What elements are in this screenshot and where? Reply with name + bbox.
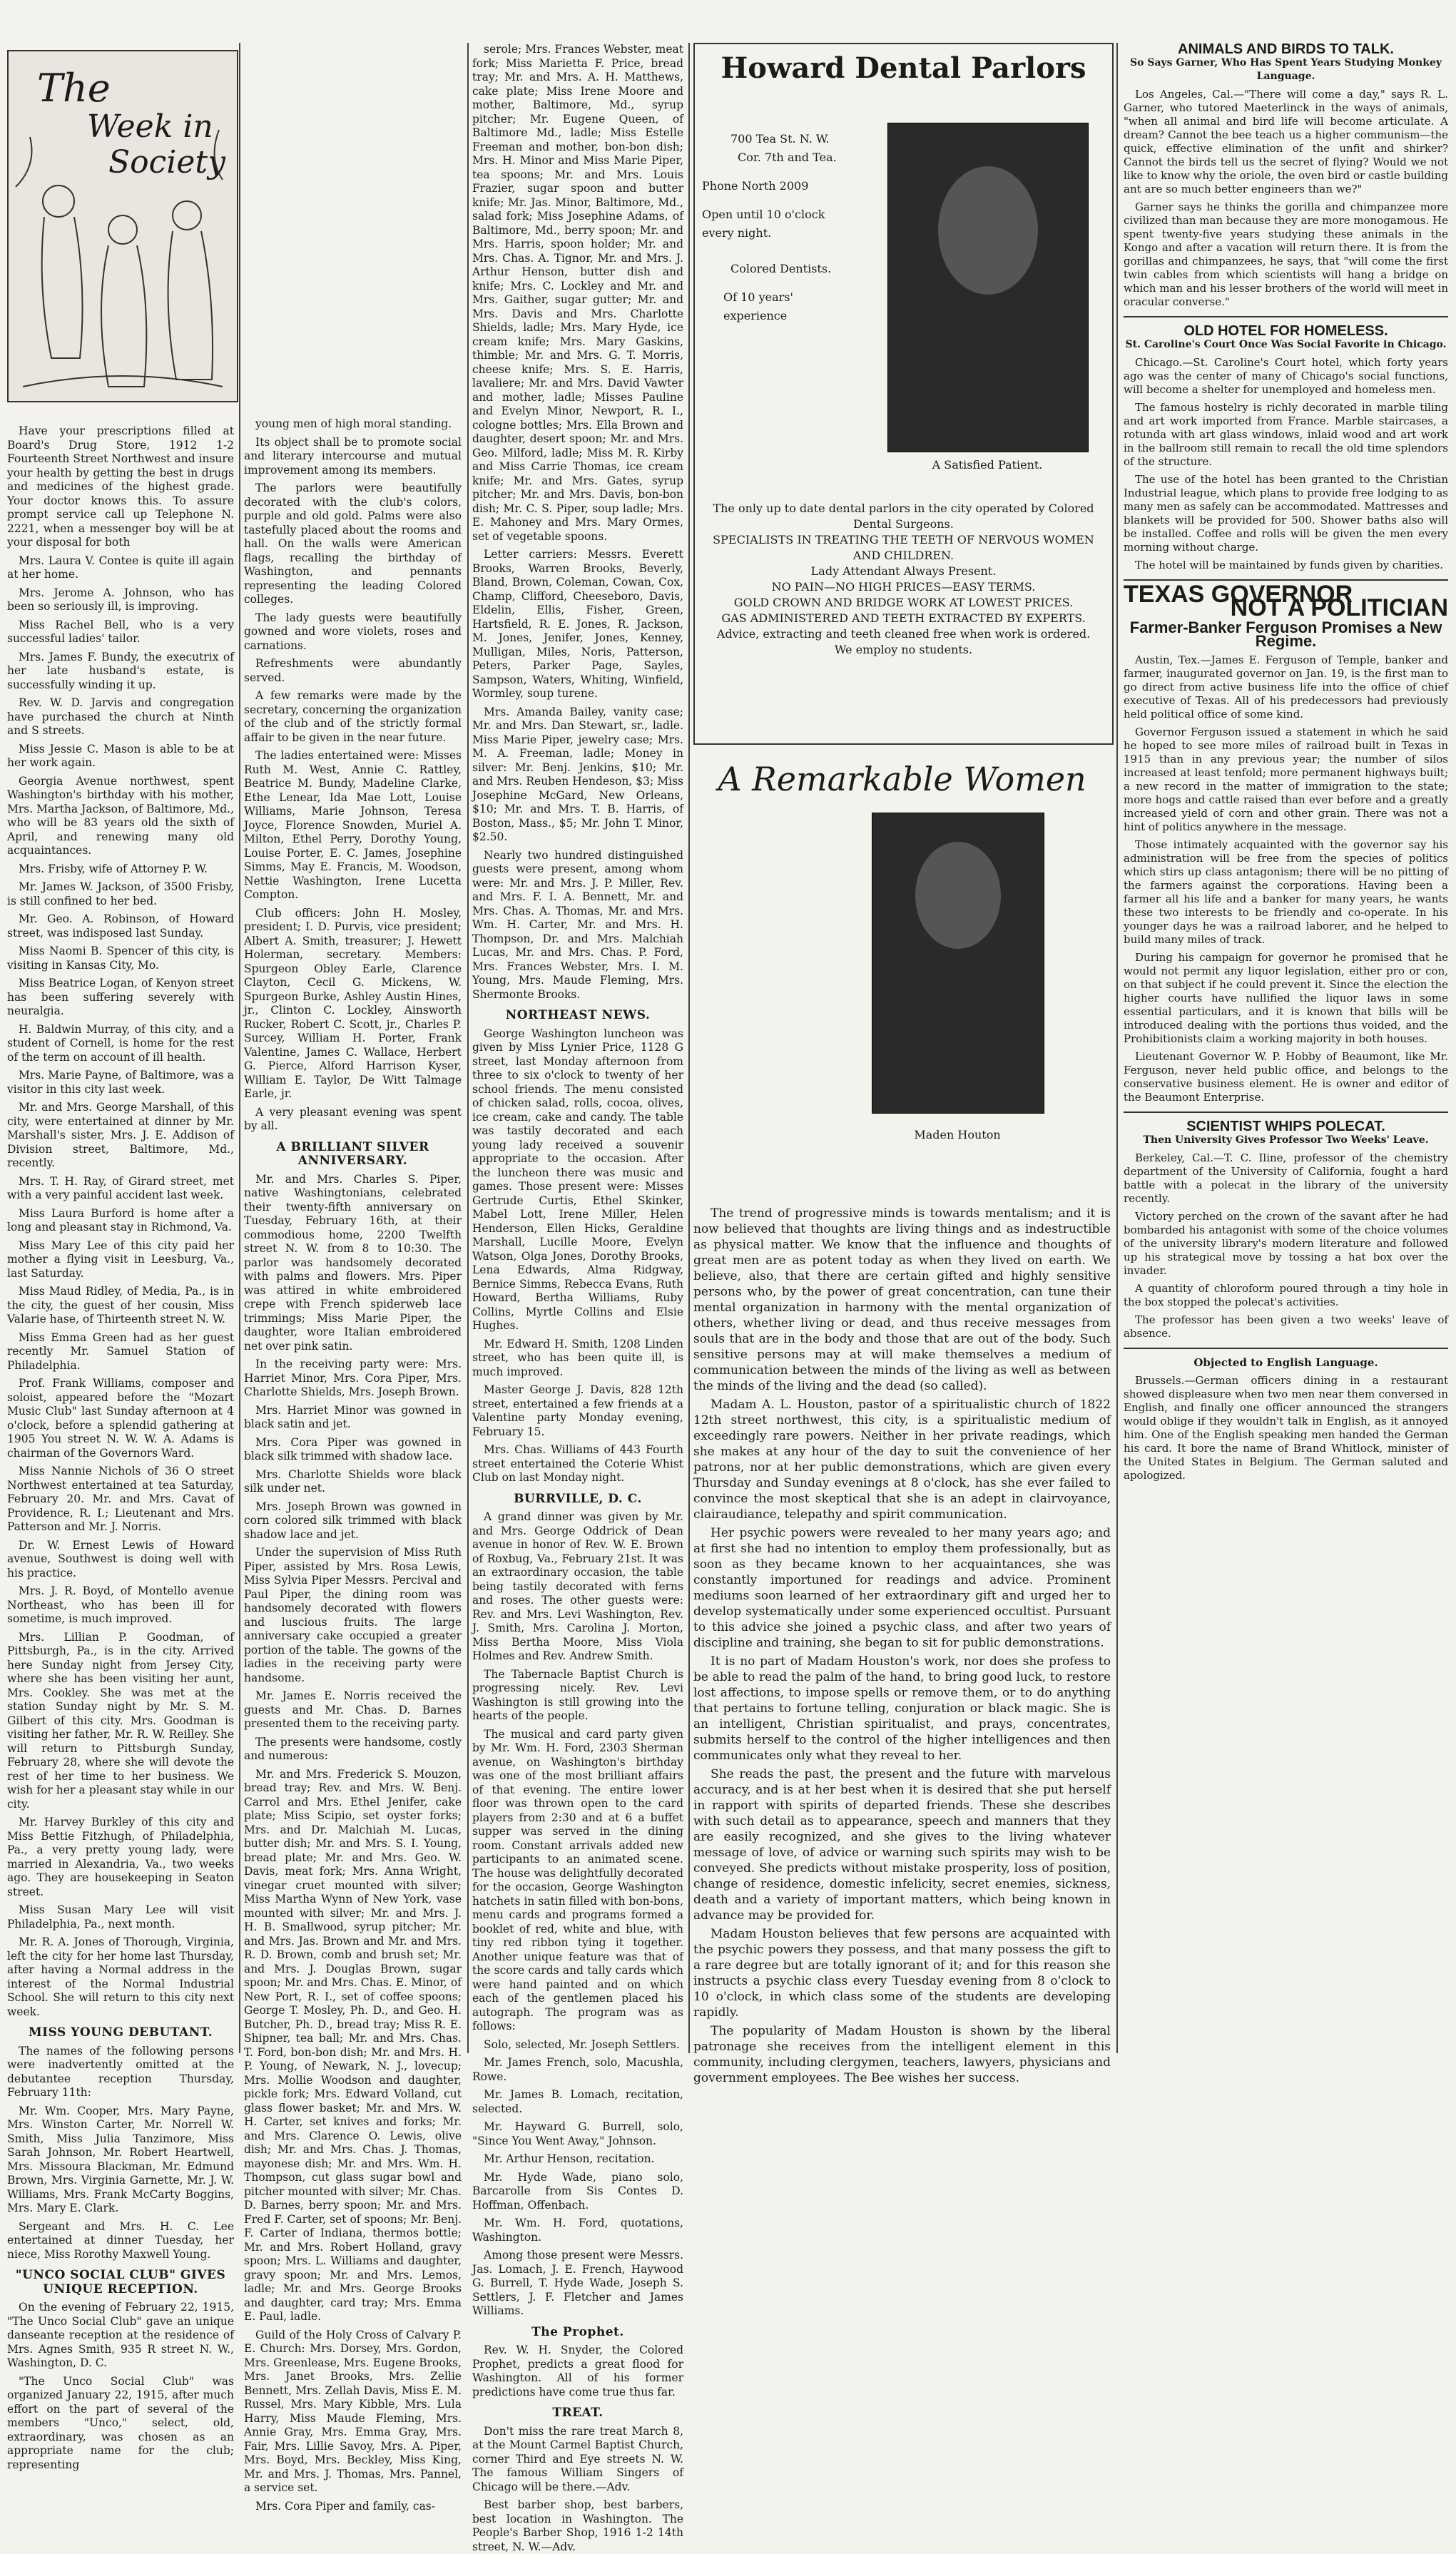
- column-rule: [467, 43, 469, 2053]
- paragraph: Mr. Edward H. Smith, 1208 Linden street, who has been quite ill, is much improved.: [472, 1337, 683, 1378]
- paragraph: Those intimately acquainted with the governor say his administration will be free from the species of politics which stirs up class antagonism; there will be no pitting of the farmers against the corporations. Having been a farmer all his life and a banker for many years, he wants these two interests to be friendly and co-operate. In his younger days he was a railroad laborer, and he helped to build many miles of track.: [1124, 838, 1448, 946]
- masthead-week: Week in: [87, 108, 213, 145]
- animals-subhead: So Says Garner, Who Has Spent Years Studying Monkey Language.: [1130, 57, 1442, 82]
- paragraph: The hotel will be maintained by funds given by charities.: [1135, 559, 1443, 571]
- scientist-subhead: Then University Gives Professor Two Weeks' Leave.: [1143, 1134, 1429, 1146]
- paragraph: Mr. and Mrs. George Marshall, of this city, were entertained at dinner by Mr. Marshall's sister, Mrs. J. E. Addison of Division street, Baltimore, Md., recently.: [7, 1101, 234, 1169]
- masthead-illustration: [7, 50, 238, 402]
- ad-line: Advice, extracting and teeth cleaned free when work is ordered.: [716, 627, 1091, 641]
- paragraph: Mr. Harvey Burkley of this city and Miss Bettie Fitzhugh, of Philadelphia, Pa., a very pretty young lady, were married in Alexandria, Va., two weeks ago. They are housekeeping in Seaton street.: [7, 1816, 234, 1898]
- paragraph: Miss Mary Lee of this city paid her mother a flying visit in Leesburg, Va., last Saturday.: [7, 1238, 234, 1280]
- paragraph: Don't miss the rare treat March 8, at the Mount Carmel Baptist Church, corner Third and Eye streets N. W. The famous William Singers of Chicago will be there.—Adv.: [472, 2424, 683, 2493]
- paragraph: Mr. James B. Lomach, recitation, selected.: [472, 2088, 683, 2115]
- ad-line: We employ no students.: [834, 643, 973, 656]
- paragraph: Madam A. L. Houston, pastor of a spiritualistic church of 1822 12th street northwest, this city, is a spiritualistic medium of exceedingly rare powers. Neither in her private readings, which she makes at any hour of the day to suit the convenience of her patrons, nor at her public demonstrations, which are given every Thursday and Sunday evenings at 8 o'clock, has she ever failed to convince the most skeptical that she is an adept in clairvoyance, clairaudiance, telepathy and spirit communication.: [693, 1398, 1111, 1522]
- paragraph: Master George J. Davis, 828 12th street, entertained a few friends at a Valentine party Monday evening, February 15.: [472, 1383, 683, 1438]
- paragraph: Solo, selected, Mr. Joseph Settlers.: [484, 2037, 680, 2051]
- paragraph: A very pleasant evening was spent by all.: [244, 1105, 462, 1132]
- paragraph: Club officers: John H. Mosley, president; I. D. Purvis, vice president; Albert A. Smith, treasurer; J. Hewett Holerman, secretary. Members: Spurgeon Obley Earle, Clarence Clayton, Cecil G. Mickens, W. Spurgeon Burke, Ashley Austin Hines, jr., Clinton C. Lockley, Ainsworth Rucker, Robert C. Scott, jr., Charles P. Surcey, William H. Porter, Frank Valentine, James C. Wallace, Herbert G. Pierce, Alford Harrison Kyser, William E. Taylor, De Witt Talmage Earle, jr.: [244, 906, 462, 1100]
- paragraph: Brussels.—German officers dining in a restaurant showed displeasure when two men near them conversed in English, and finally one officer announced the strangers would oblige if they wouldn't talk in English, as it annoyed him. One of the English speaking men handed the German his card. It bore the name of Brand Whitlock, minister of the United States in Belgium. The German saluted and apologized.: [1124, 1374, 1448, 1482]
- paragraph: "The Unco Social Club" was organized January 22, 1915, after much effort on the part of several of the members "Unco," select, old, extraordinary, was chosen as an appropriate name for the club; representing: [7, 2374, 234, 2471]
- paragraph: Mr. and Mrs. Charles S. Piper, native Washingtonians, celebrated their twenty-fifth anniversary on Tuesday, February 16th, at their commodious home, 2200 Twelfth street N. W. from 8 to 10:30. The parlor was handsomely decorated with palms and flowers. Mrs. Piper was attired in white embroidered crepe with French spiderweb lace trimmings; Miss Marie Piper, the daughter, wore Italian embroidered net over pink satin.: [244, 1172, 462, 1353]
- paragraph: The professor has been given a two weeks' leave of absence.: [1124, 1313, 1448, 1340]
- paragraph: A quantity of chloroform poured through a tiny hole in the box stopped the polecat's activities.: [1124, 1282, 1448, 1308]
- ad-line: The only up to date dental parlors in the city operated by Colored Dental Surgeons.: [713, 502, 1094, 531]
- paragraph: Mrs. James F. Bundy, the executrix of her late husband's estate, is successfully winding it up.: [7, 650, 234, 691]
- column-2: [244, 417, 462, 2513]
- paragraph: Miss Nannie Nichols of 36 O street Northwest entertained at tea Saturday, February 20. Mr. and Mrs. Cavat of Providence, R. I.; Lieutenant and Mrs. Patterson and Mr. J. Norris.: [7, 1465, 234, 1533]
- texas-headline-1: TEXAS GOVERNOR: [1124, 581, 1353, 608]
- paragraph: The trend of progressive minds is towards mentalism; and it is now believed that thoughts are living things and as indestructible as physical matter. We know that the influence and thoughts of great men are as potent today as when they lived on earth. We believe, also, that there are certain gifted and highly sensitive persons who, by the power of great concentration, can tune their mental organization in harmony with the mental organization of others, whether living or dead, and thus receive messages from souls that are in the body and those that are out of the body. Such sensitive persons may at will make themselves a medium of communication between the minds of the living as well as between the minds of the living and the dead (so called).: [693, 1206, 1111, 1393]
- ad-line: GAS ADMINISTERED AND TEETH EXTRACTED BY EXPERTS.: [721, 611, 1086, 625]
- ad-years: Of 10 years' experience: [723, 290, 793, 322]
- english-headline: Objected to English Language.: [1193, 1356, 1378, 1369]
- paragraph: young men of high moral standing.: [255, 417, 452, 430]
- paragraph: Mrs. Marie Payne, of Baltimore, was a visitor in this city last week.: [7, 1069, 234, 1096]
- paragraph: Mr. and Mrs. Frederick S. Mouzon, bread tray; Rev. and Mrs. W. Benj. Carrol and Mrs. Ethel Jenifer, cake plate; Miss Scipio, set oyster forks; Mrs. and Dr. Malchiah M. Lucas, butter dish; Mr. and Mrs. S. I. Young, bread plate; Mr. and Mrs. Geo. W. Davis, meat fork; Mrs. Anna Wright, vinegar cruet mounted with silver; Miss Martha Wynn of New York, vase mounted with silver; Mr. and Mrs. J. H. B. Smallwood, syrup pitcher; Mr. and Mrs. Jas. Brown and Mr. and Mrs. R. D. Brown, comb and brush set; Mr. and Mrs. J. Douglas Brown, sugar spoon; Mr. and Mrs. Chas. E. Minor, of New Port, R. I., set of coffee spoons; George T. Mosley, Ph. D., and Geo. H. Butcher, Ph. D., bread tray; Miss R. E. Shipner, tea ball; Mr. and Mrs. Chas. T. Ford, bon-bon dish; Mr. and Mrs. H. P. Young, of Newark, N. J., lovecup; Mrs. Mollie Woodson and daughter, pickle fork; Mrs. Edward Volland, cut glass flower basket; Mr. and Mrs. W. H. Carter, set knives and forks; Mr. and Mrs. Clarence O. Lewis, olive dish; Mr. and Mrs. Chas. J. Thomas, mayonese dish; Mr. and Mrs. Wm. H. Thompson, cut glass sugar bowl and pitcher mounted with silver; Mr. Chas. D. Barnes, berry spoon; Mr. and Mrs. Fred F. Carter, set of spoons; Mr. Benj. F. Carter of Indiana, thermos bottle; Mr. and Mrs. Robert Holland, gravy spoon; Mrs. L. Williams and daughter, gravy spoon; Mr. and Mrs. Lemos, ladle; Mr. and Mrs. George Brooks and daughter, card tray; Mrs. Emma E. Paul, ladle.: [244, 1767, 462, 2323]
- paragraph: Mr. Geo. A. Robinson, of Howard street, was indisposed last Sunday.: [7, 912, 234, 940]
- paragraph: Guild of the Holy Cross of Calvary P. E. Church: Mrs. Dorsey, Mrs. Gordon, Mrs. Greenlease, Mrs. Eugene Brooks, Mrs. Janet Brooks, Mrs. Zellie Bennett, Mrs. Zellah Davis, Miss E. M. Russel, Mrs. Mary Kibble, Mrs. Lula Harry, Miss Maude Fleming, Mrs. Annie Gray, Mrs. Emma Gray, Mrs. Fair, Mrs. Lillie Savoy, Mrs. A. Piper, Mrs. Boyd, Mrs. Beckley, Miss King, Mr. and Mrs. J. Thomas, Mrs. Pannel, a service set.: [244, 2328, 462, 2494]
- paragraph: Miss Laura Burford is home after a long and pleasant stay in Richmond, Va.: [7, 1206, 234, 1233]
- paragraph: Georgia Avenue northwest, spent Washington's birthday with his mother, Mrs. Martha Jackson, of Baltimore, Md., who will be 83 years old the sixth of April, and renewing many old acquaintances.: [7, 774, 234, 857]
- texas-subhead: Farmer-Banker Ferguson Promises a New Regime.: [1129, 619, 1442, 650]
- ad-hours: Open until 10 o'clock every night.: [702, 208, 825, 240]
- paragraph: The use of the hotel has been granted to the Christian Industrial league, which plans to provide free lodging to as many men as safely can be accommodated. Mattresses and blankets will be provided for 500. Shower baths also will be installed. Coffee and rolls will be given the men every morning without charge.: [1124, 473, 1448, 554]
- paragraph: Letter carriers: Messrs. Everett Brooks, Warren Brooks, Beverly, Bland, Brown, Coleman, Cowan, Cox, Champ, Clifford, Cheeseboro, Davis, Eldelin, Ellis, Fisher, Green, Hartsfield, R. E. Jones, R. Jackson, M. Jones, Jenifer, Jones, Kenney, Mulligan, Miles, Noris, Patterson, Peters, Parker Page, Sayles, Sampson, Waters, Whiting, Winfield, Wormley, soup turene.: [472, 548, 683, 700]
- paragraph: Prof. Frank Williams, composer and soloist, appeared before the "Mozart Music Club" last Sunday afternoon at 4 o'clock, before a splendid gathering at 1905 You street N. W. W. A. Adams is chairman of the Governors Ward.: [7, 1377, 234, 1460]
- paragraph: Mrs. Cora Piper was gowned in black silk trimmed with shadow lace.: [244, 1435, 462, 1462]
- ad-info: [702, 130, 845, 325]
- paragraph: Dr. W. Ernest Lewis of Howard avenue, Southwest is doing well with his practice.: [7, 1538, 234, 1579]
- column-rule: [1116, 43, 1118, 2053]
- paragraph: Miss Jessie C. Mason is able to be at her work again.: [7, 742, 234, 769]
- ad-line: SPECIALISTS IN TREATING THE TEETH OF NERVOUS WOMEN AND CHILDREN.: [713, 533, 1094, 562]
- paragraph: Among those present were Messrs. Jas. Lomach, J. E. French, Haywood G. Burrell, T. Hyde Wade, Joseph S. Settlers, J. F. Fletcher and James Williams.: [472, 2249, 683, 2317]
- section-heading: TREAT.: [552, 2406, 604, 2420]
- scientist-headline: SCIENTIST WHIPS POLECAT.: [1186, 1119, 1385, 1134]
- paragraph: Have your prescriptions filled at Board's Drug Store, 1912 1-2 Fourteenth Street Northwest and insure your health by getting the best in drugs and medicines of the highest grade. Your doctor knows this. To assure prompt service call up Telephone N. 2221, when a messenger boy will be at your disposal for both: [7, 424, 234, 549]
- paragraph: Miss Susan Mary Lee will visit Philadelphia, Pa., next month.: [7, 1903, 234, 1930]
- paragraph: The popularity of Madam Houston is shown by the liberal patronage she receives from the intelligent element in this community, including clergymen, teachers, lawyers, physicians and government employees. The Bee wishes her success.: [693, 2024, 1111, 2085]
- paragraph: Mr. Hyde Wade, piano solo, Barcarolle from Sis Contes D. Hoffman, Offenbach.: [472, 2170, 683, 2212]
- ad-line: Lady Attendant Always Present.: [810, 564, 997, 578]
- paragraph: Mrs. Harriet Minor was gowned in black satin and jet.: [244, 1403, 462, 1430]
- paragraph: Mrs. Chas. Williams of 443 Fourth street entertained the Coterie Whist Club on last Monday night.: [472, 1443, 683, 1484]
- paragraph: A grand dinner was given by Mr. and Mrs. George Oddrick of Dean avenue in honor of Rev. W. E. Brown of Roxbug, Va., February 21st. It was an extraordinary occasion, the table being tastily decorated with ferns and roses. The other guests were: Rev. and Mrs. Levi Washington, Rev. J. Smith, Mrs. Carolina J. Morton, Miss Bertha Moore, Miss Viola Holmes and Rev. Andrew Smith.: [472, 1510, 683, 1662]
- paragraph: The names of the following persons were inadvertently omitted at the debutantee reception Thursday, February 11th:: [7, 2044, 234, 2099]
- paragraph: A few remarks were made by the secretary, concerning the organization of the club and of the strictly formal affair to be given in the near future.: [244, 689, 462, 744]
- patient-face-icon: [938, 166, 1038, 295]
- paragraph: Refreshments were abundantly served.: [244, 657, 462, 684]
- section-heading: The Prophet.: [531, 2324, 624, 2339]
- paragraph: The famous hostelry is richly decorated in marble tiling and art work imported from France. Marble staircases, a rotunda with art glass windows, inlaid wood and art work in the ballroom still remain to recall the old time splendors of the structure.: [1124, 401, 1448, 468]
- paragraph: Mrs. Cora Piper and family, cas-: [255, 2499, 436, 2513]
- column-1: [7, 424, 234, 2471]
- paragraph: During his campaign for governor he promised that he would not permit any liquor legislation, either pro or con, on that subject if he could prevent it. Since the election the higher courts have nullified the liquor laws in some essential particulars, and it is known that bills will be introduced dealing with the portions thus voided, and the Prohibitionists claim a working majority in both houses.: [1124, 951, 1448, 1045]
- paragraph: Rev. W. D. Jarvis and congregation have purchased the church at Ninth and S streets.: [7, 696, 234, 737]
- paragraph: Mr. James W. Jackson, of 3500 Frisby, is still confined to her bed.: [7, 880, 234, 907]
- column-3: [472, 43, 683, 2553]
- ad-address: Cor. 7th and Tea.: [738, 151, 837, 164]
- article-body: [693, 1206, 1111, 2086]
- paragraph: Victory perched on the crown of the savant after he had bombarded his antagonist with some of the choice volumes of the university library's modern literature and followed up his strategical move by tossing a hat box over the invader.: [1124, 1210, 1448, 1277]
- hotel-subhead: St. Caroline's Court Once Was Social Favorite in Chicago.: [1125, 339, 1447, 350]
- paragraph: Berkeley, Cal.—T. C. Iline, professor of the chemistry department of the University of California, fought a hard battle with a polecat in the library of the university recently.: [1124, 1151, 1448, 1205]
- texas-headline-2: NOT A POLITICIAN: [1230, 594, 1448, 621]
- paragraph: Mrs. Lillian P. Goodman, of Pittsburgh, Pa., is in the city. Arrived here Sunday night from Jersey City, where she has been visiting her aunt, Mrs. Cookley. She was met at the station Sunday night by Mr. S. M. Gilbert of this city. Mrs. Goodman is visiting her father, Mr. R. W. Reilley. She will return to Pittsburgh Sunday, February 28, where she will devote the rest of her time to her business. We wish for her a pleasant stay while in our city.: [7, 1630, 234, 1811]
- paragraph: Mr. Wm. H. Ford, quotations, Washington.: [472, 2217, 683, 2244]
- masthead-society: Society: [108, 144, 225, 180]
- paragraph: Under the supervision of Miss Ruth Piper, assisted by Mrs. Rosa Lewis, Miss Sylvia Piper Messrs. Percival and Paul Piper, the dining room was handsomely decorated with flowers and luscious fruits. The large anniversary cake occupied a greater portion of the table. The gowns of the ladies in the receiving party were handsome.: [244, 1546, 462, 1684]
- ad-colored: Colored Dentists.: [730, 262, 832, 275]
- section-divider: [1124, 1348, 1448, 1349]
- paragraph: The Tabernacle Baptist Church is progressing nicely. Rev. Levi Washington is still growing into the hearts of the people.: [472, 1667, 683, 1722]
- paragraph: The presents were handsome, costly and numerous:: [244, 1735, 462, 1762]
- paragraph: Mrs. Jerome A. Johnson, who has been so seriously ill, is improving.: [7, 586, 234, 613]
- paragraph: Mr. James E. Norris received the guests and Mr. Chas. D. Barnes presented them to the receiving party.: [244, 1689, 462, 1730]
- column-rule: [239, 43, 240, 2053]
- paragraph: Mrs. Amanda Bailey, vanity case; Mr. and Mrs. Dan Stewart, sr., ladle. Miss Marie Piper, jewelry case; Mrs. M. A. Freeman, ladle; Money in silver: Mr. Benj. Jenkins, $10; Mr. and Mrs. Reuben Hendeson, $3; Miss Josephine McGard, New Orleans, $10; Mr. and Mrs. T. B. Harris, of Boston, Mass., $5; Mr. John T. Minor, $2.50.: [472, 705, 683, 843]
- houston-caption: Maden Houton: [914, 1128, 1001, 1141]
- masthead-the: The: [37, 66, 111, 111]
- paragraph: It is no part of Madam Houston's work, nor does she profess to be able to read the palm of the hand, to bring good luck, to restore lost affections, to impose spells or remove them, or to do anything that pertains to fortune telling, conjuration or black magic. She is an intelligent, Christian spiritualist, and prays, concentrates, submits herself to the control of the higher intelligences and then communicates only what they reveal to her.: [693, 1654, 1111, 1763]
- paragraph: Miss Rachel Bell, who is a very successful ladies' tailor.: [7, 618, 234, 645]
- paragraph: Rev. W. H. Snyder, the Colored Prophet, predicts a great flood for Washington. All of his former predictions have come true thus far.: [472, 2344, 683, 2398]
- section-heading: NORTHEAST NEWS.: [505, 1008, 651, 1022]
- section-heading: "UNCO SOCIAL CLUB" GIVES UNIQUE RECEPTION.: [15, 2268, 226, 2296]
- paragraph: In the receiving party were: Mrs. Harriet Minor, Mrs. Cora Piper, Mrs. Charlotte Shields, Mrs. Joseph Brown.: [244, 1358, 462, 1398]
- paragraph: Madam Houston believes that few persons are acquainted with the psychic powers they possess, and that many possess the gift to a rare degree but are totally ignorant of it; and for this reason she instructs a psychic class every Tuesday evening from 8 o'clock to 10 o'clock, in which class some of the students are developing rapidly.: [693, 1927, 1111, 2020]
- paragraph: Her psychic powers were revealed to her many years ago; and at first she had no intention to employ them professionally, but as soon as they became known to her acquaintances, she was constantly importuned for readings and advice. Prominent mediums soon learned of her extraordinary gift and urged her to develop systematically under some experienced occultist. Pursuant to this advice she joined a psychic class, and after two years of discipline and training, she began to sit for public demonstrations.: [693, 1526, 1111, 1650]
- paragraph: Mrs. Frisby, wife of Attorney P. W.: [19, 862, 208, 875]
- paragraph: The musical and card party given by Mr. Wm. H. Ford, 2303 Sherman avenue, on Washington's birthday was one of the most brilliant affairs of that evening. The entire lower floor was thrown open to the card players from 2:30 and at 6 a buffet supper was served in the dining room. Constant arrivals added new participants to an animated scene. The house was delightfully decorated for the occasion, George Washington hatchets in satin filled with bon-bons, menu cards and programs formed a booklet of red, white and blue, with tiny red ribbon tying it together. Another unique feature was that of the score cards and tally cards which were hand painted and on which each of the gentlemen placed his autograph. The program was as follows:: [472, 1727, 683, 2032]
- paragraph: H. Baldwin Murray, of this city, and a student of Cornell, is home for the rest of the term on account of ill health.: [7, 1022, 234, 1064]
- patient-caption: A Satisfied Patient.: [932, 458, 1043, 472]
- article-title: A Remarkable Women: [718, 760, 1086, 798]
- masthead-figures-icon: [9, 51, 237, 401]
- ad-title: Howard Dental Parlors: [721, 51, 1086, 85]
- animals-headline: ANIMALS AND BIRDS TO TALK.: [1178, 41, 1394, 57]
- houston-photo: [872, 813, 1044, 1114]
- paragraph: Best barber shop, best barbers, best location in Washington. The People's Barber Shop, 1916 1-2 14th street, N. W.—Adv.: [472, 2498, 683, 2553]
- paragraph: Governor Ferguson issued a statement in which he said he hoped to see more miles of railroad built in Texas in 1915 than in any previous year; the number of silos increased at least tenfold; more permanent highways built; a new record in the matter of immigration to the state; more hogs and cattle raised than ever before and a greatly increased yield of corn and other grain. There was not a hint of politics anywhere in the message.: [1124, 726, 1448, 833]
- section-heading: A BRILLIANT SILVER ANNIVERSARY.: [276, 1139, 429, 1168]
- paragraph: Mr. Arthur Henson, recitation.: [484, 2152, 655, 2165]
- paragraph: Sergeant and Mrs. H. C. Lee entertained at dinner Tuesday, her niece, Miss Rorothy Maxwell Young.: [7, 2219, 234, 2261]
- paragraph: Chicago.—St. Caroline's Court hotel, which forty years ago was the center of many of Chicago's social functions, will become a shelter for unemployed and homeless men.: [1124, 356, 1448, 396]
- paragraph: The ladies entertained were: Misses Ruth M. West, Annie C. Rattley, Beatrice M. Bundy, Madeline Clarke, Ethe Lenear, Ida Mae Lott, Louise Williams, Marie Johnson, Teresa Joyce, Florence Snowden, Muriel A. Milton, Ethel Perry, Dorothy Young, Louise Porter, E. C. James, Josephine Simms, May E. Francis, M. Woodson, Nettie Washington, Irene Lucetta Compton.: [244, 749, 462, 901]
- paragraph: Its object shall be to promote social and literary intercourse and mutual improvement among its members.: [244, 435, 462, 477]
- ad-line: NO PAIN—NO HIGH PRICES—EASY TERMS.: [771, 580, 1036, 594]
- paragraph: On the evening of February 22, 1915, "The Unco Social Club" gave an unique danseante reception at the residence of Mrs. Agnes Smith, 935 R street N. W., Washington, D. C.: [7, 2301, 234, 2369]
- paragraph: Mrs. T. H. Ray, of Girard street, met with a very painful accident last week.: [7, 1174, 234, 1201]
- houston-face-icon: [915, 842, 1001, 949]
- section-heading: BURRVILLE, D. C.: [514, 1491, 642, 1506]
- paragraph: Mrs. Laura V. Contee is quite ill again at her home.: [7, 554, 234, 581]
- section-divider: [1124, 1111, 1448, 1113]
- remarkable-women-article: [693, 753, 1111, 2085]
- ad-address: 700 Tea St. N. W.: [730, 132, 830, 146]
- column-5: [1124, 43, 1448, 2055]
- dental-ad: [693, 43, 1114, 745]
- paragraph: Nearly two hundred distinguished guests were present, among whom were: Mr. and Mrs. J. P. Miller, Rev. and Mrs. F. I. A. Bennett, Mr. and Mrs. Chas. A. Thomas, Mr. and Mrs. Wm. H. Carter, Mr. and Mrs. H. Thompson, Dr. and Mrs. Malchiah Lucas, Mr. and Mrs. Chas. P. Ford, Mrs. Frances Webster, Mrs. I. M. Young, Mrs. Maude Fleming, Mrs. Shermonte Brooks.: [472, 848, 683, 1001]
- paragraph: Miss Maud Ridley, of Media, Pa., is in the city, the guest of her cousin, Miss Valarie hase, of Thirteenth street N. W.: [7, 1285, 234, 1326]
- paragraph: She reads the past, the present and the future with marvelous accuracy, and is at her best when it is desired that she put herself in rapport with spirits of departed friends. These she describes with such detail as to appearance, speech and manners that they are easily recognized, and she gives to the living whatever message of love, of advice or warning such spirits may wish to be conveyed. She predicts without mistake prosperity, loss of position, change of residence, domestic infelicity, secret enemies, sickness, death and a variety of important matters, which being known in advance may be provided for.: [693, 1767, 1111, 1923]
- paragraph: Mrs. J. R. Boyd, of Montello avenue Northeast, who has been ill for sometime, is much improved.: [7, 1584, 234, 1625]
- hotel-headline: OLD HOTEL FOR HOMELESS.: [1183, 323, 1388, 339]
- patient-photo: [887, 123, 1089, 452]
- paragraph: Los Angeles, Cal.—"There will come a day," says R. L. Garner, who tutored Maeterlinck in the ways of animals, "when all animal and bird life will become articulate. A dream? Cannot the bee teach us a higher communism—the quick, effective elimination of the unfit and shirker? Cannot the birds tell us the secret of flying? Would we not like to know why the oriole, the oven bird or castle building ant are so much better engineers than we?": [1124, 88, 1448, 195]
- paragraph: serole; Mrs. Frances Webster, meat fork; Miss Marietta F. Price, bread tray; Mr. and Mrs. A. H. Matthews, cake plate; Miss Irene Moore and mother, Baltimore, Md., syrup pitcher; Mr. Eugene Queen, of Baltimore Md., ladle; Miss Estelle Freeman and mother, bon-bon dish; Mrs. H. Minor and Miss Marie Piper, tea spoons; Mr. and Mrs. Louis Frazier, sugar spoon and butter knife; Mr. Jas. Minor, Baltimore, Md., salad fork; Miss Josephine Adams, of Baltimore, Md., berry spoon; Mr. and Mrs. Harris, spoon holder; Mr. and Mrs. Chas. A. Tignor, Mr. and Mrs. J. Arthur Henson, butter dish and knife; Mrs. C. Lockley and Mr. and Mrs. Gaither, sugar gutter; Mr. and Mrs. Davis and Mrs. Charlotte Shields, ladle; Mrs. Mary Hyde, ice cream knife; Mrs. Mary Gaskins, thimble; Mr. and Mrs. G. T. Morris, cheese knife; Mrs. S. E. Harris, lavaliere; Mr. and Mrs. David Vawter and mother, ladle; Misses Pauline and Evelyn Minor, Newport, R. I., cologne bottles; Mrs. Ella Brown and daughter, desert spoon; Mr. and Mrs. Geo. Milford, ladle; Miss M. R. Kirby and Miss Carrie Thomas, ice cream knife; Mr. and Mrs. Gates, syrup pitcher; Mr. and Mrs. Davis, bon-bon dish; Mr. C. S. Piper, soup ladle; Mrs. E. Mahoney and Mrs. Mary Ormes, set of vegetable spoons.: [472, 43, 683, 543]
- column-rule: [688, 43, 690, 2053]
- ad-copy: [702, 501, 1105, 658]
- ad-line: GOLD CROWN AND BRIDGE WORK AT LOWEST PRICES.: [733, 596, 1074, 609]
- paragraph: Mr. James French, solo, Macushla, Rowe.: [472, 2056, 683, 2083]
- paragraph: Miss Naomi B. Spencer of this city, is visiting in Kansas City, Mo.: [7, 945, 234, 972]
- section-heading: MISS YOUNG DEBUTANT.: [28, 2025, 213, 2040]
- paragraph: Mrs. Joseph Brown was gowned in corn colored silk trimmed with black shadow lace and jet.: [244, 1500, 462, 1541]
- paragraph: Miss Emma Green had as her guest recently Mr. Samuel Station of Philadelphia.: [7, 1331, 234, 1372]
- paragraph: Austin, Tex.—James E. Ferguson of Temple, banker and farmer, inaugurated governor on Jan. 19, is the first man to go direct from active business life into the office of chief executive of Texas. All of his predecessors had previously held political office of some kind.: [1124, 653, 1448, 721]
- paragraph: Garner says he thinks the gorilla and chimpanzee more civilized than man because they are more monogamous. He spent twenty-five years studying these animals in the Kongo and after a vacation will return there. It is from the gorillas and chimpanzees, he says, that "will come the first twin cables from which scientists will hang a bridge on which man and his lesser brothers of the world will meet in oracular converse.": [1124, 200, 1448, 308]
- paragraph: Mr. Wm. Cooper, Mrs. Mary Payne, Mrs. Winston Carter, Mr. Norrell W. Smith, Miss Julia Tanzimore, Miss Sarah Johnson, Mr. Robert Heartwell, Mrs. Missoura Blackman, Mr. Edmund Brown, Mrs. Virginia Garnette, Mr. J. W. Williams, Mrs. Frank McCarty Boggins, Mrs. Mary E. Clark.: [7, 2104, 234, 2214]
- paragraph: George Washington luncheon was given by Miss Lynier Price, 1128 G street, last Monday afternoon from three to six o'clock to twenty of her school friends. The menu consisted of chicken salad, rolls, cocoa, olives, ice cream, cake and candy. The table was tastily decorated and each young lady received a souvenir appropriate to the occasion. After the luncheon there was music and games. Those present were: Misses Gertrude Curtis, Ethel Skinker, Mabel Lott, Irene Miller, Helen Henderson, Ellen Hicks, Geraldine Marshall, Lucille Moore, Evelyn Watson, Olga Jones, Dorothy Brooks, Lena Edwards, Alma Ridgway, Bernice Simms, Rebecca Evans, Ruth Howard, Bertha Williams, Ruby Collins, Myrtle Collins and Elsie Hughes.: [472, 1027, 683, 1332]
- paragraph: The lady guests were beautifully gowned and wore violets, roses and carnations.: [244, 611, 462, 652]
- paragraph: Mr. Hayward G. Burrell, solo, "Since You Went Away," Johnson.: [472, 2120, 683, 2147]
- paragraph: Miss Beatrice Logan, of Kenyon street has been suffering severely with neuralgia.: [7, 977, 234, 1017]
- paragraph: Lieutenant Governor W. P. Hobby of Beaumont, like Mr. Ferguson, never held public office, and belongs to the conservative business element. He is owner and editor of the Beaumont Enterprise.: [1124, 1050, 1448, 1104]
- section-divider: [1124, 316, 1448, 317]
- ad-phone: Phone North 2009: [702, 179, 809, 193]
- paragraph: Mrs. Charlotte Shields wore black silk under net.: [244, 1467, 462, 1495]
- paragraph: The parlors were beautifully decorated with the club's colors, purple and old gold. Palms were also tastefully placed about the rooms and hall. On the walls were American flags, recalling the birthday of Washington, and pennants representing the leading Colored colleges.: [244, 482, 462, 606]
- paragraph: Mr. R. A. Jones of Thorough, Virginia, left the city for her home last Thursday, after having a Normal address in the interest of the Normal Industrial School. She will return to this city next week.: [7, 1935, 234, 2018]
